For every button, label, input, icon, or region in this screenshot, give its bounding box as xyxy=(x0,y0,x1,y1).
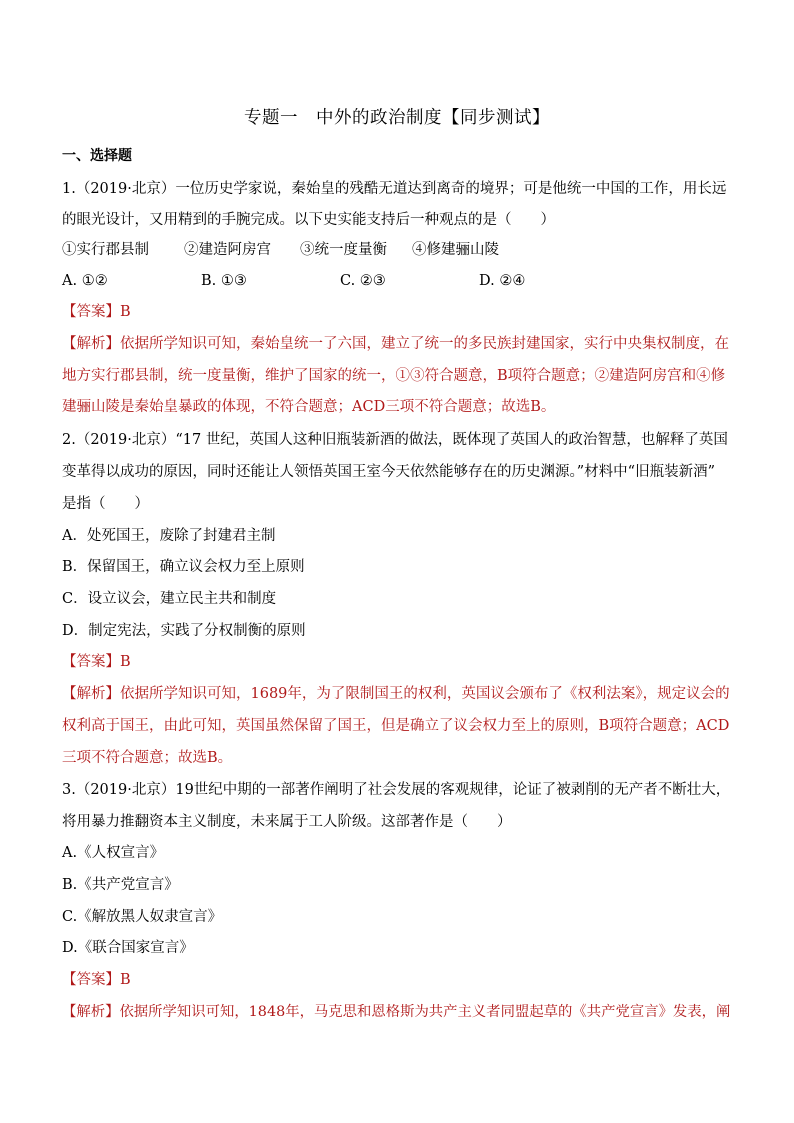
q2-option-a: A．处死国王，废除了封建君主制 xyxy=(62,528,276,544)
q1-item-3: ③统一度量衡 xyxy=(300,242,387,258)
q3-explanation-line-1: 【解析】依据所学知识可知，1848年，马克思和恩格斯为共产主义者同盟起草的《共产党宣言》发表，阐 xyxy=(62,1004,731,1020)
q1-option-c: C. ②③ xyxy=(340,273,386,289)
q2-stem-line-1: 2.（2019·北京）“17 世纪，英国人这种旧瓶装新酒的做法，既体现了英国人的政治智慧，也解释了英国 xyxy=(62,432,728,448)
q2-answer: 【答案】B xyxy=(62,654,131,670)
q1-stem-line-1: 1.（2019·北京）一位历史学家说，秦始皇的残酷无道达到离奇的境界；可是他统一中国的工作，用长远 xyxy=(62,181,727,197)
q3-stem-line-1: 3.（2019·北京）19世纪中期的一部著作阐明了社会发展的客观规律，论证了被剥削的无产者不断壮大， xyxy=(62,782,731,798)
q3-option-b: B.《共产党宣言》 xyxy=(62,877,179,893)
q1-explanation-line-3: 建骊山陵是秦始皇暴政的体现，不符合题意；ACD三项不符合题意；故选B。 xyxy=(62,399,556,415)
q2-explanation-line-2: 权利高于国王，由此可知，英国虽然保留了国王，但是确立了议会权力至上的原则，B项符合题意；ACD xyxy=(62,718,730,734)
q2-option-d: D．制定宪法，实践了分权制衡的原则 xyxy=(62,623,306,639)
q1-option-a: A. ①② xyxy=(62,273,108,289)
q3-option-c: C.《解放黑人奴隶宣言》 xyxy=(62,909,223,925)
q2-explanation-line-3: 三项不符合题意；故选B。 xyxy=(62,750,233,766)
q1-explanation-line-2: 地方实行郡县制，统一度量衡，维护了国家的统一，①③符合题意，B项符合题意；②建造阿房宫和④修 xyxy=(62,368,726,384)
q3-option-a: A.《人权宣言》 xyxy=(62,845,165,861)
q1-options xyxy=(62,271,525,291)
q1-explanation-line-1: 【解析】依据所学知识可知，秦始皇统一了六国，建立了统一的多民族封建国家，实行中央集权制度，在 xyxy=(62,336,729,352)
q1-answer: 【答案】B xyxy=(62,304,131,320)
q1-option-d: D. ②④ xyxy=(479,273,526,289)
q2-explanation-line-1: 【解析】依据所学知识可知，1689年，为了限制国王的权利，英国议会颁布了《权利法案》，规定议会的 xyxy=(62,686,730,702)
q2-stem-line-3: 是指（ ） xyxy=(62,496,149,512)
q2-stem-line-2: 变革得以成功的原因，同时还能让人领悟英国王室今天依然能够存在的历史渊源。”材料中“旧瓶装新酒” xyxy=(62,464,715,480)
section-heading: 一、选择题 xyxy=(62,148,132,164)
q1-item-2: ②建造阿房宫 xyxy=(184,242,271,258)
q3-answer: 【答案】B xyxy=(62,972,131,988)
q3-option-d: D.《联合国家宣言》 xyxy=(62,940,194,956)
q1-item-1: ①实行郡县制 xyxy=(62,242,149,258)
q3-stem-line-2: 将用暴力推翻资本主义制度，未来属于工人阶级。这部著作是（ ） xyxy=(62,814,512,830)
page-title: 专题一 中外的政治制度【同步测试】 xyxy=(244,108,550,128)
q1-stem-line-2: 的眼光设计，又用精到的手腕完成。以下史实能支持后一种观点的是（ ） xyxy=(62,212,555,228)
q1-item-4: ④修建骊山陵 xyxy=(412,242,499,258)
q1-option-b: B. ①③ xyxy=(201,273,247,289)
q2-option-c: C．设立议会，建立民主共和制度 xyxy=(62,591,277,607)
q1-items xyxy=(62,240,499,260)
q2-option-b: B．保留国王，确立议会权力至上原则 xyxy=(62,559,305,575)
